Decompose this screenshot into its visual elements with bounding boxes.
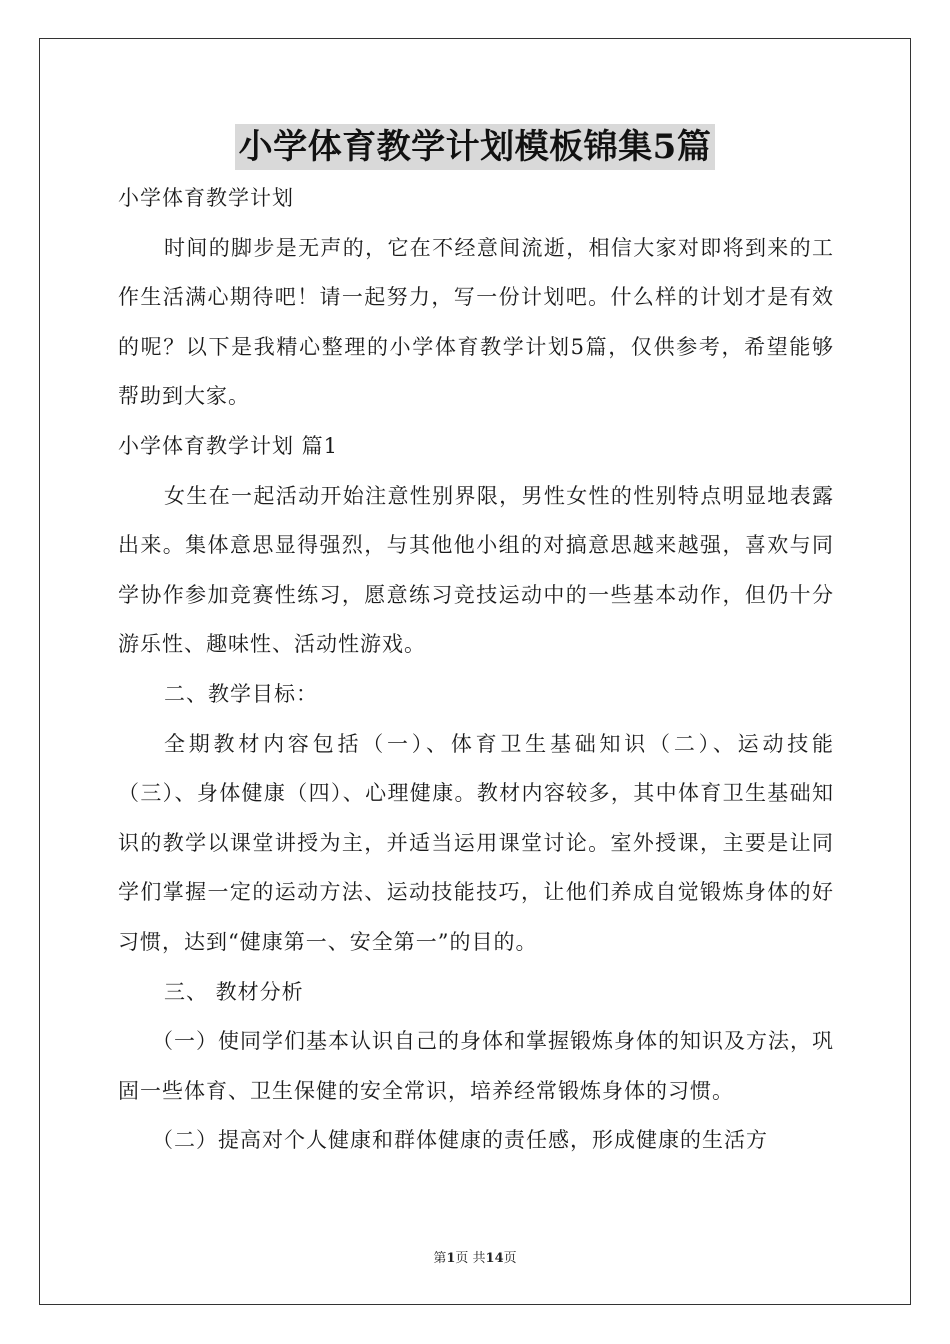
body-paragraph: （二）提高对个人健康和群体健康的责任感，形成健康的生活方 bbox=[152, 1128, 768, 1153]
document-title: 小学体育教学计划模板锦集5篇 bbox=[235, 124, 716, 170]
intro-paragraph: 时间的脚步是无声的，它在不经意间流逝，相信大家对即将到来的工作生活满心期待吧！请一起努力，写一份计划吧。什么样的计划才是有效的呢？以下是我精心整理的小学体育教学计划5篇，仅供参考，希望能够帮助到大家。 bbox=[118, 235, 834, 409]
body-paragraph: 全期教材内容包括（一）、体育卫生基础知识（二）、运动技能（三）、身体健康（四）、心理健康。教材内容较多，其中体育卫生基础知识的教学以课堂讲授为主，并适当运用课堂讨论。室外授课，主要是让同学们掌握一定的运动方法、运动技能技巧，让他们养成自觉锻炼身体的好习惯，达到“健康第一、安全第一”的目的。 bbox=[118, 731, 834, 954]
section-heading: 小学体育教学计划 篇1 bbox=[118, 433, 339, 458]
page-current-number: 1 bbox=[446, 1251, 456, 1266]
page-total-number: 14 bbox=[485, 1251, 504, 1266]
page-footer bbox=[0, 1247, 950, 1266]
page-label-mid: 页 共 bbox=[455, 1251, 486, 1266]
page-label-prefix: 第 bbox=[433, 1251, 447, 1266]
document-body bbox=[118, 174, 834, 1166]
body-paragraph: 女生在一起活动开始注意性别界限，男性女性的性别特点明显地表露出来。集体意思显得强烈，与其他他小组的对搞意思越来越强，喜欢与同学协作参加竞赛性练习，愿意练习竞技运动中的一些基本动作，但仍十分游乐性、趣味性、活动性游戏。 bbox=[118, 483, 834, 657]
title-container bbox=[0, 124, 950, 170]
subheading: 三、 教材分析 bbox=[164, 979, 304, 1004]
page-label-suffix: 页 bbox=[503, 1251, 517, 1266]
section-heading: 小学体育教学计划 bbox=[118, 186, 294, 210]
subheading: 二、教学目标： bbox=[164, 681, 318, 706]
body-paragraph: （一）使同学们基本认识自己的身体和掌握锻炼身体的知识及方法，巩固一些体育、卫生保健的安全常识，培养经常锻炼身体的习惯。 bbox=[118, 1029, 834, 1103]
